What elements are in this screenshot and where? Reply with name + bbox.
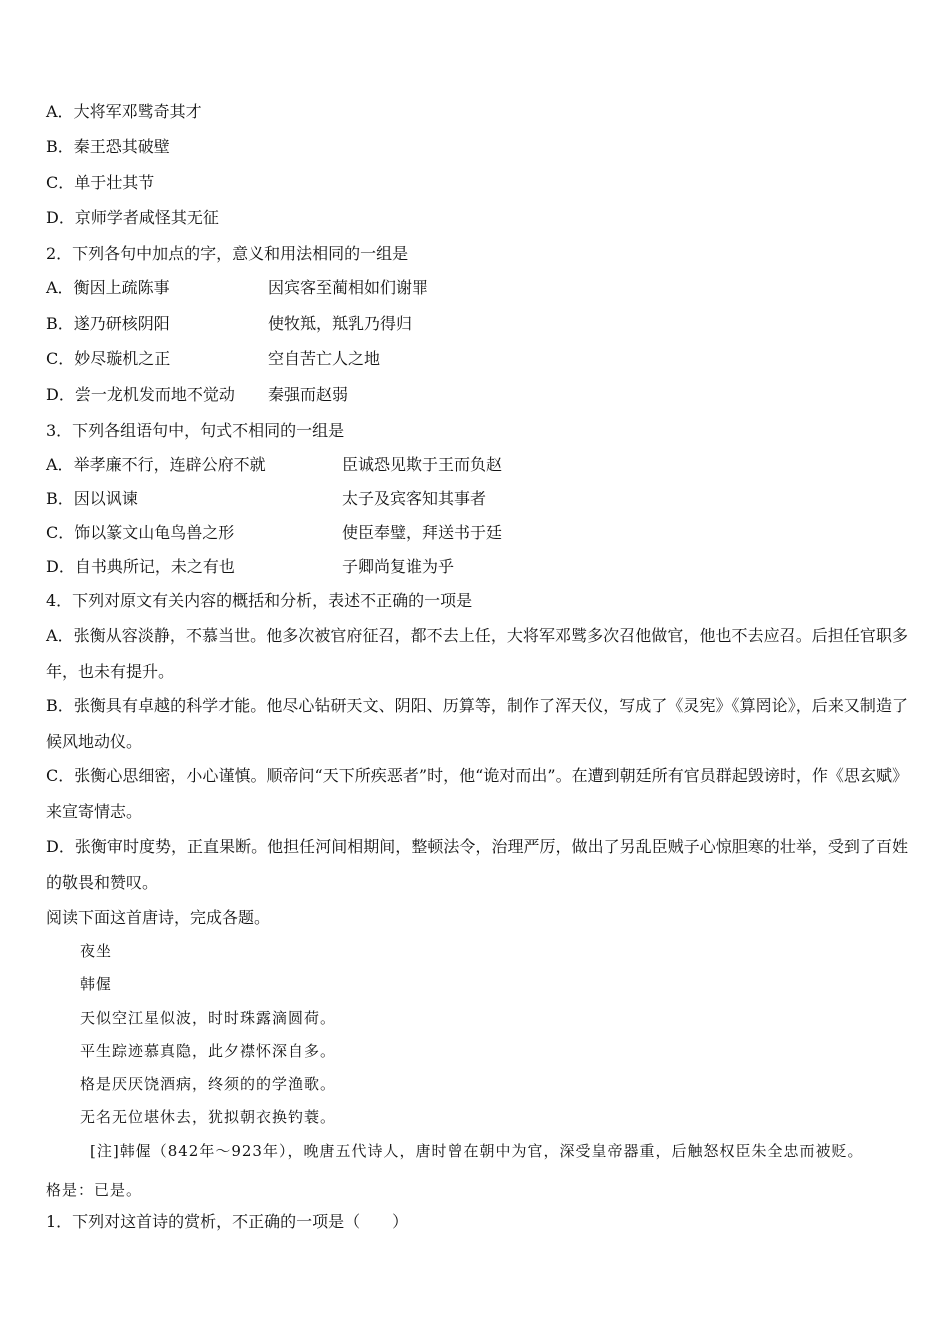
poem-line: 天似空江星似波，时时珠露滴圆荷。 <box>80 1009 337 1027</box>
q1-option-c: C．单于壮其节 <box>46 173 155 192</box>
q3-option-b: B．因以讽谏 太子及宾客知其事者 <box>46 489 487 508</box>
q4-option-c: C．张衡心思细密，小心谨慎。顺帝问“天下所疾恶者”时，他“诡对而出”。在遭到朝廷所有官员群起毁谤时，作《思玄赋》来宣寄情志。 <box>46 766 908 821</box>
q4-option-d: D．张衡审时度势，正直果断。他担任河间相期间，整顿法令，治理严厉，做出了另乱臣贼子心惊胆寒的壮举，受到了百姓的敬畏和赞叹。 <box>46 837 908 892</box>
q1-option-d: D．京师学者咸怪其无征 <box>46 208 219 227</box>
q4-option-a: A．张衡从容淡静，不慕当世。他多次被官府征召，都不去上任，大将军邓骘多次召他做官，他也不去应召。后担任官职多年，也未有提升。 <box>46 626 908 681</box>
q4-stem: 4．下列对原文有关内容的概括和分析，表述不正确的一项是 <box>46 591 473 610</box>
q3-option-d: D．自书典所记，未之有也 子卿尚复谁为乎 <box>46 557 455 576</box>
poem-note: [注]韩偓（842年～923年），晚唐五代诗人，唐时曾在朝中为官，深受皇帝器重，后触怒权臣朱全忠而被贬。 <box>90 1142 864 1160</box>
q5-stem: 1．下列对这首诗的赏析，不正确的一项是（ ） <box>46 1212 409 1231</box>
q2-option-a: A．衡因上疏陈事 因宾客至蔺相如们谢罪 <box>46 278 429 297</box>
q3-option-a: A．举孝廉不行，连辟公府不就 臣诚恐见欺于王而负赵 <box>46 455 503 474</box>
q2-option-d: D．尝一龙机发而地不觉动 秦强而赵弱 <box>46 385 349 404</box>
poem-author: 韩偓 <box>80 975 113 993</box>
poem-note-gloss: 格是：已是。 <box>46 1181 143 1199</box>
q2-stem: 2．下列各句中加点的字，意义和用法相同的一组是 <box>46 244 409 263</box>
q3-stem: 3．下列各组语句中，句式不相同的一组是 <box>46 421 345 440</box>
poem-line: 格是厌厌饶酒病，终须的的学渔歌。 <box>80 1075 337 1093</box>
poem-title: 夜坐 <box>80 942 113 960</box>
q4-option-b: B．张衡具有卓越的科学才能。他尽心钻研天文、阴阳、历算等，制作了浑天仪，写成了《灵宪》《算罔论》，后来又制造了候风地动仪。 <box>46 696 908 751</box>
q1-option-a: A．大将军邓骘奇其才 <box>46 102 202 121</box>
poem-line: 无名无位堪休去，犹拟朝衣换钓蓑。 <box>80 1108 337 1126</box>
poem-intro: 阅读下面这首唐诗，完成各题。 <box>46 908 271 927</box>
q1-option-b: B．秦王恐其破壁 <box>46 137 170 156</box>
q3-option-c: C．饰以篆文山龟鸟兽之形 使臣奉璧，拜送书于廷 <box>46 523 503 542</box>
q2-option-c: C．妙尽璇机之正 空自苦亡人之地 <box>46 349 381 368</box>
poem-line: 平生踪迹慕真隐，此夕襟怀深自多。 <box>80 1042 337 1060</box>
q2-option-b: B．遂乃研核阴阳 使牧羝，羝乳乃得归 <box>46 314 413 333</box>
